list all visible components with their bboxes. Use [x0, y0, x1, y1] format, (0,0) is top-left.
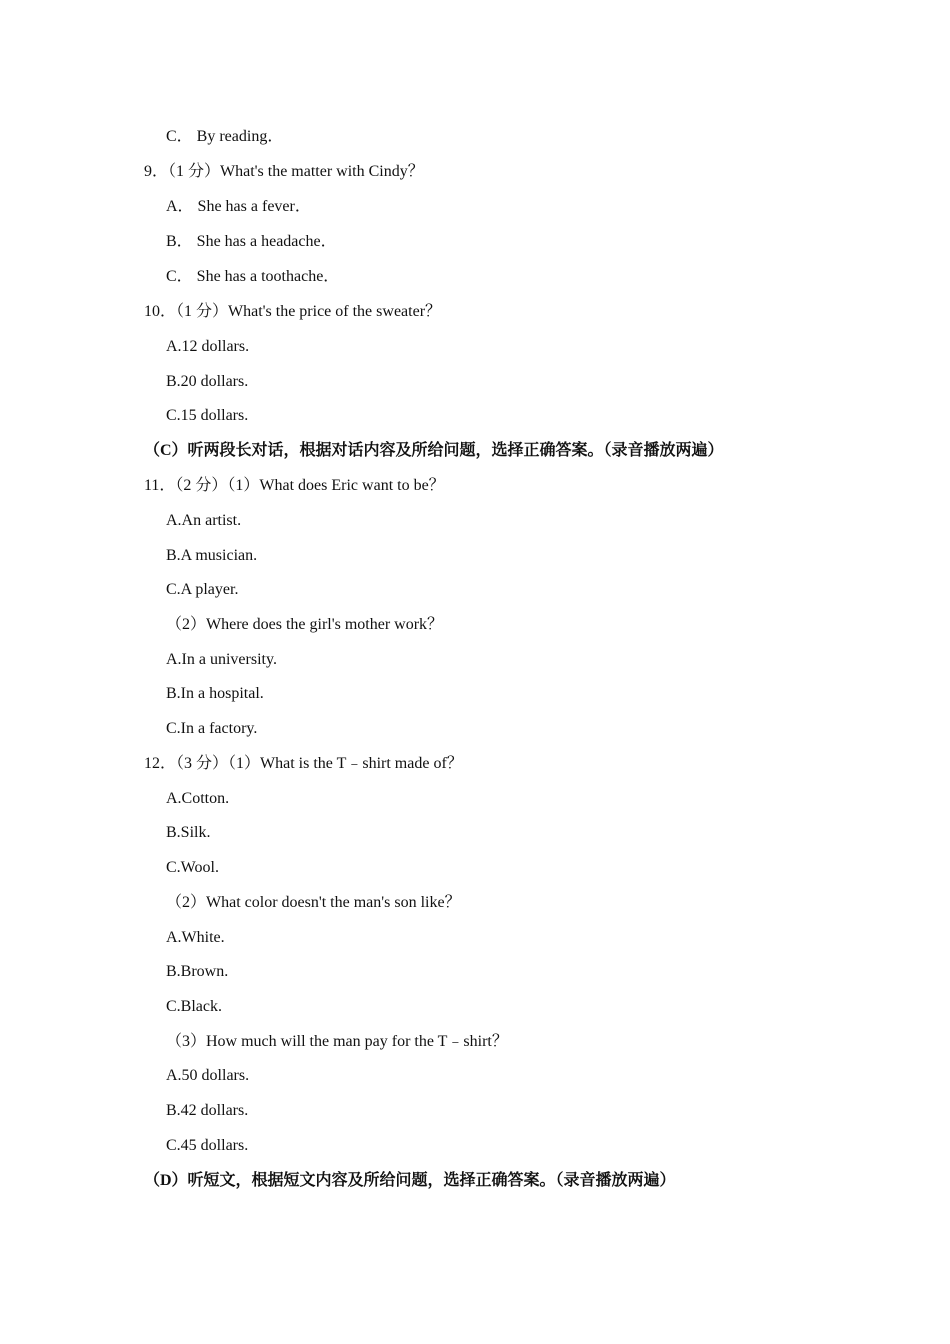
q12-3-option-c: C.45 dollars.	[166, 1137, 249, 1154]
q11-1-option-b: B.A musician.	[166, 547, 258, 564]
question-9: 9．（1 分）What's the matter with Cindy？	[144, 163, 424, 180]
q10-option-b: B.20 dollars.	[166, 373, 249, 390]
q9-option-b: B． She has a headache．	[166, 233, 337, 250]
q11-1-option-a: A.An artist.	[166, 512, 242, 529]
question-12-2: （2）What color doesn't the man's son like？	[166, 894, 461, 911]
q12-1-option-b: B.Silk.	[166, 824, 211, 841]
q11-2-option-c: C.In a factory.	[166, 720, 258, 737]
q10-option-a: A.12 dollars.	[166, 338, 250, 355]
q12-2-option-b: B.Brown.	[166, 963, 229, 980]
question-12-3: （3）How much will the man pay for the T﹣shirt？	[166, 1033, 508, 1050]
q11-2-option-b: B.In a hospital.	[166, 685, 264, 702]
q12-3-option-b: B.42 dollars.	[166, 1102, 249, 1119]
question-11-2: （2）Where does the girl's mother work？	[166, 616, 444, 633]
q9-option-c: C． She has a toothache．	[166, 268, 340, 285]
q10-option-c: C.15 dollars.	[166, 407, 249, 424]
q12-2-option-c: C.Black.	[166, 998, 222, 1015]
q9-option-a: A． She has a fever．	[166, 198, 311, 215]
q12-1-option-c: C.Wool.	[166, 859, 219, 876]
question-10: 10．（1 分）What's the price of the sweater？	[144, 303, 442, 320]
question-11: 11．（2 分）（1）What does Eric want to be？	[144, 477, 445, 494]
q12-3-option-a: A.50 dollars.	[166, 1067, 250, 1084]
section-d-heading: （D）听短文，根据短文内容及所给问题，选择正确答案。（录音播放两遍）	[144, 1172, 676, 1189]
section-c-heading: （C）听两段长对话，根据对话内容及所给问题，选择正确答案。（录音播放两遍）	[144, 442, 724, 459]
q12-2-option-a: A.White.	[166, 929, 225, 946]
question-12: 12．（3 分）（1）What is the T﹣shirt made of？	[144, 755, 463, 772]
q12-1-option-a: A.Cotton.	[166, 790, 230, 807]
q11-1-option-c: C.A player.	[166, 581, 239, 598]
q8-option-c: C． By reading．	[166, 128, 284, 145]
q11-2-option-a: A.In a university.	[166, 651, 277, 668]
